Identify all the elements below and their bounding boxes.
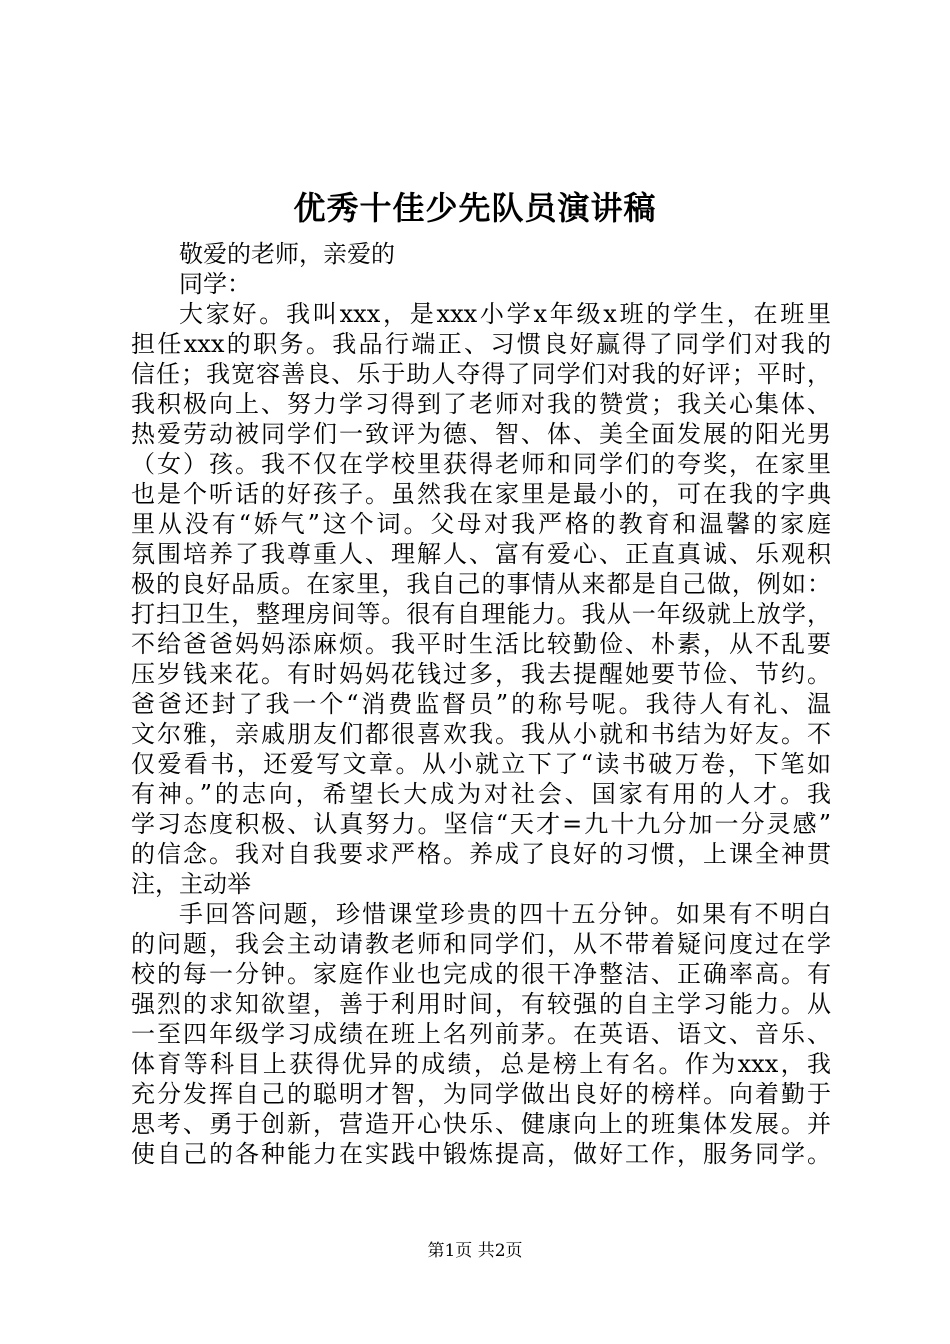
- paragraph-line: 使自己的各种能力在实践中锻炼提高，做好工作，服务同学。: [131, 1140, 831, 1168]
- paragraph-line: （女）孩。我不仅在学校里获得老师和同学们的夸奖，在家里: [131, 450, 831, 478]
- paragraph-line: 强烈的求知欲望，善于利用时间，有较强的自主学习能力。从: [131, 990, 831, 1018]
- paragraph-line: 有神。”的志向，希望长大成为对社会、国家有用的人才。我: [131, 780, 831, 808]
- paragraph-line: 信任；我宽容善良、乐于助人夺得了同学们对我的好评；平时，: [131, 360, 831, 388]
- paragraph-line: 校的每一分钟。家庭作业也完成的很干净整洁、正确率高。有: [131, 960, 831, 988]
- paragraph-line: 不给爸爸妈妈添麻烦。我平时生活比较勤俭、朴素，从不乱要: [131, 630, 831, 658]
- page-footer: 第1页 共2页: [427, 1241, 523, 1261]
- paragraph-line: 的信念。我对自我要求严格。养成了良好的习惯，上课全神贯: [131, 840, 831, 868]
- paragraph-line: 文尔雅，亲戚朋友们都很喜欢我。我从小就和书结为好友。不: [131, 720, 831, 748]
- paragraph-line: 打扫卫生，整理房间等。很有自理能力。我从一年级就上放学，: [131, 600, 831, 628]
- paragraph-line: 思考、勇于创新，营造开心快乐、健康向上的班集体发展。并: [131, 1110, 831, 1138]
- paragraph-line: 大家好。我叫xxx，是xxx小学x年级x班的学生，在班里: [179, 300, 831, 328]
- paragraph-line: 我积极向上、努力学习得到了老师对我的赞赏；我关心集体、: [131, 390, 831, 418]
- paragraph-line: 体育等科目上获得优异的成绩，总是榜上有名。作为xxx，我: [131, 1050, 831, 1078]
- paragraph-line: 里从没有“娇气”这个词。父母对我严格的教育和温馨的家庭: [131, 510, 831, 538]
- salutation-line: 敬爱的老师，亲爱的: [179, 240, 395, 268]
- salutation-line: 同学：: [179, 270, 251, 298]
- paragraph-line: 的问题，我会主动请教老师和同学们，从不带着疑问度过在学: [131, 930, 831, 958]
- paragraph-line: 氛围培养了我尊重人、理解人、富有爱心、正直真诚、乐观积: [131, 540, 831, 568]
- paragraph-line: 充分发挥自己的聪明才智，为同学做出良好的榜样。向着勤于: [131, 1080, 831, 1108]
- paragraph-line: 手回答问题，珍惜课堂珍贵的四十五分钟。如果有不明白: [179, 900, 831, 928]
- paragraph-line: 极的良好品质。在家里，我自己的事情从来都是自己做，例如：: [131, 570, 831, 598]
- paragraph-line: 一至四年级学习成绩在班上名列前茅。在英语、语文、音乐、: [131, 1020, 831, 1048]
- paragraph-line: 担任xxx的职务。我品行端正、习惯良好赢得了同学们对我的: [131, 330, 831, 358]
- paragraph-line: 压岁钱来花。有时妈妈花钱过多，我去提醒她要节俭、节约。: [131, 660, 831, 688]
- paragraph-line: 爸爸还封了我一个“消费监督员”的称号呢。我待人有礼、温: [131, 690, 831, 718]
- paragraph-line: 仅爱看书，还爱写文章。从小就立下了“读书破万卷，下笔如: [131, 750, 831, 778]
- paragraph-line: 学习态度积极、认真努力。坚信“天才=九十九分加一分灵感”: [131, 810, 831, 838]
- paragraph-line: 热爱劳动被同学们一致评为德、智、体、美全面发展的阳光男: [131, 420, 831, 448]
- paragraph-line: 也是个听话的好孩子。虽然我在家里是最小的，可在我的字典: [131, 480, 831, 508]
- paragraph-line: 注，主动举: [131, 870, 251, 898]
- document-title: 优秀十佳少先队员演讲稿: [293, 189, 657, 227]
